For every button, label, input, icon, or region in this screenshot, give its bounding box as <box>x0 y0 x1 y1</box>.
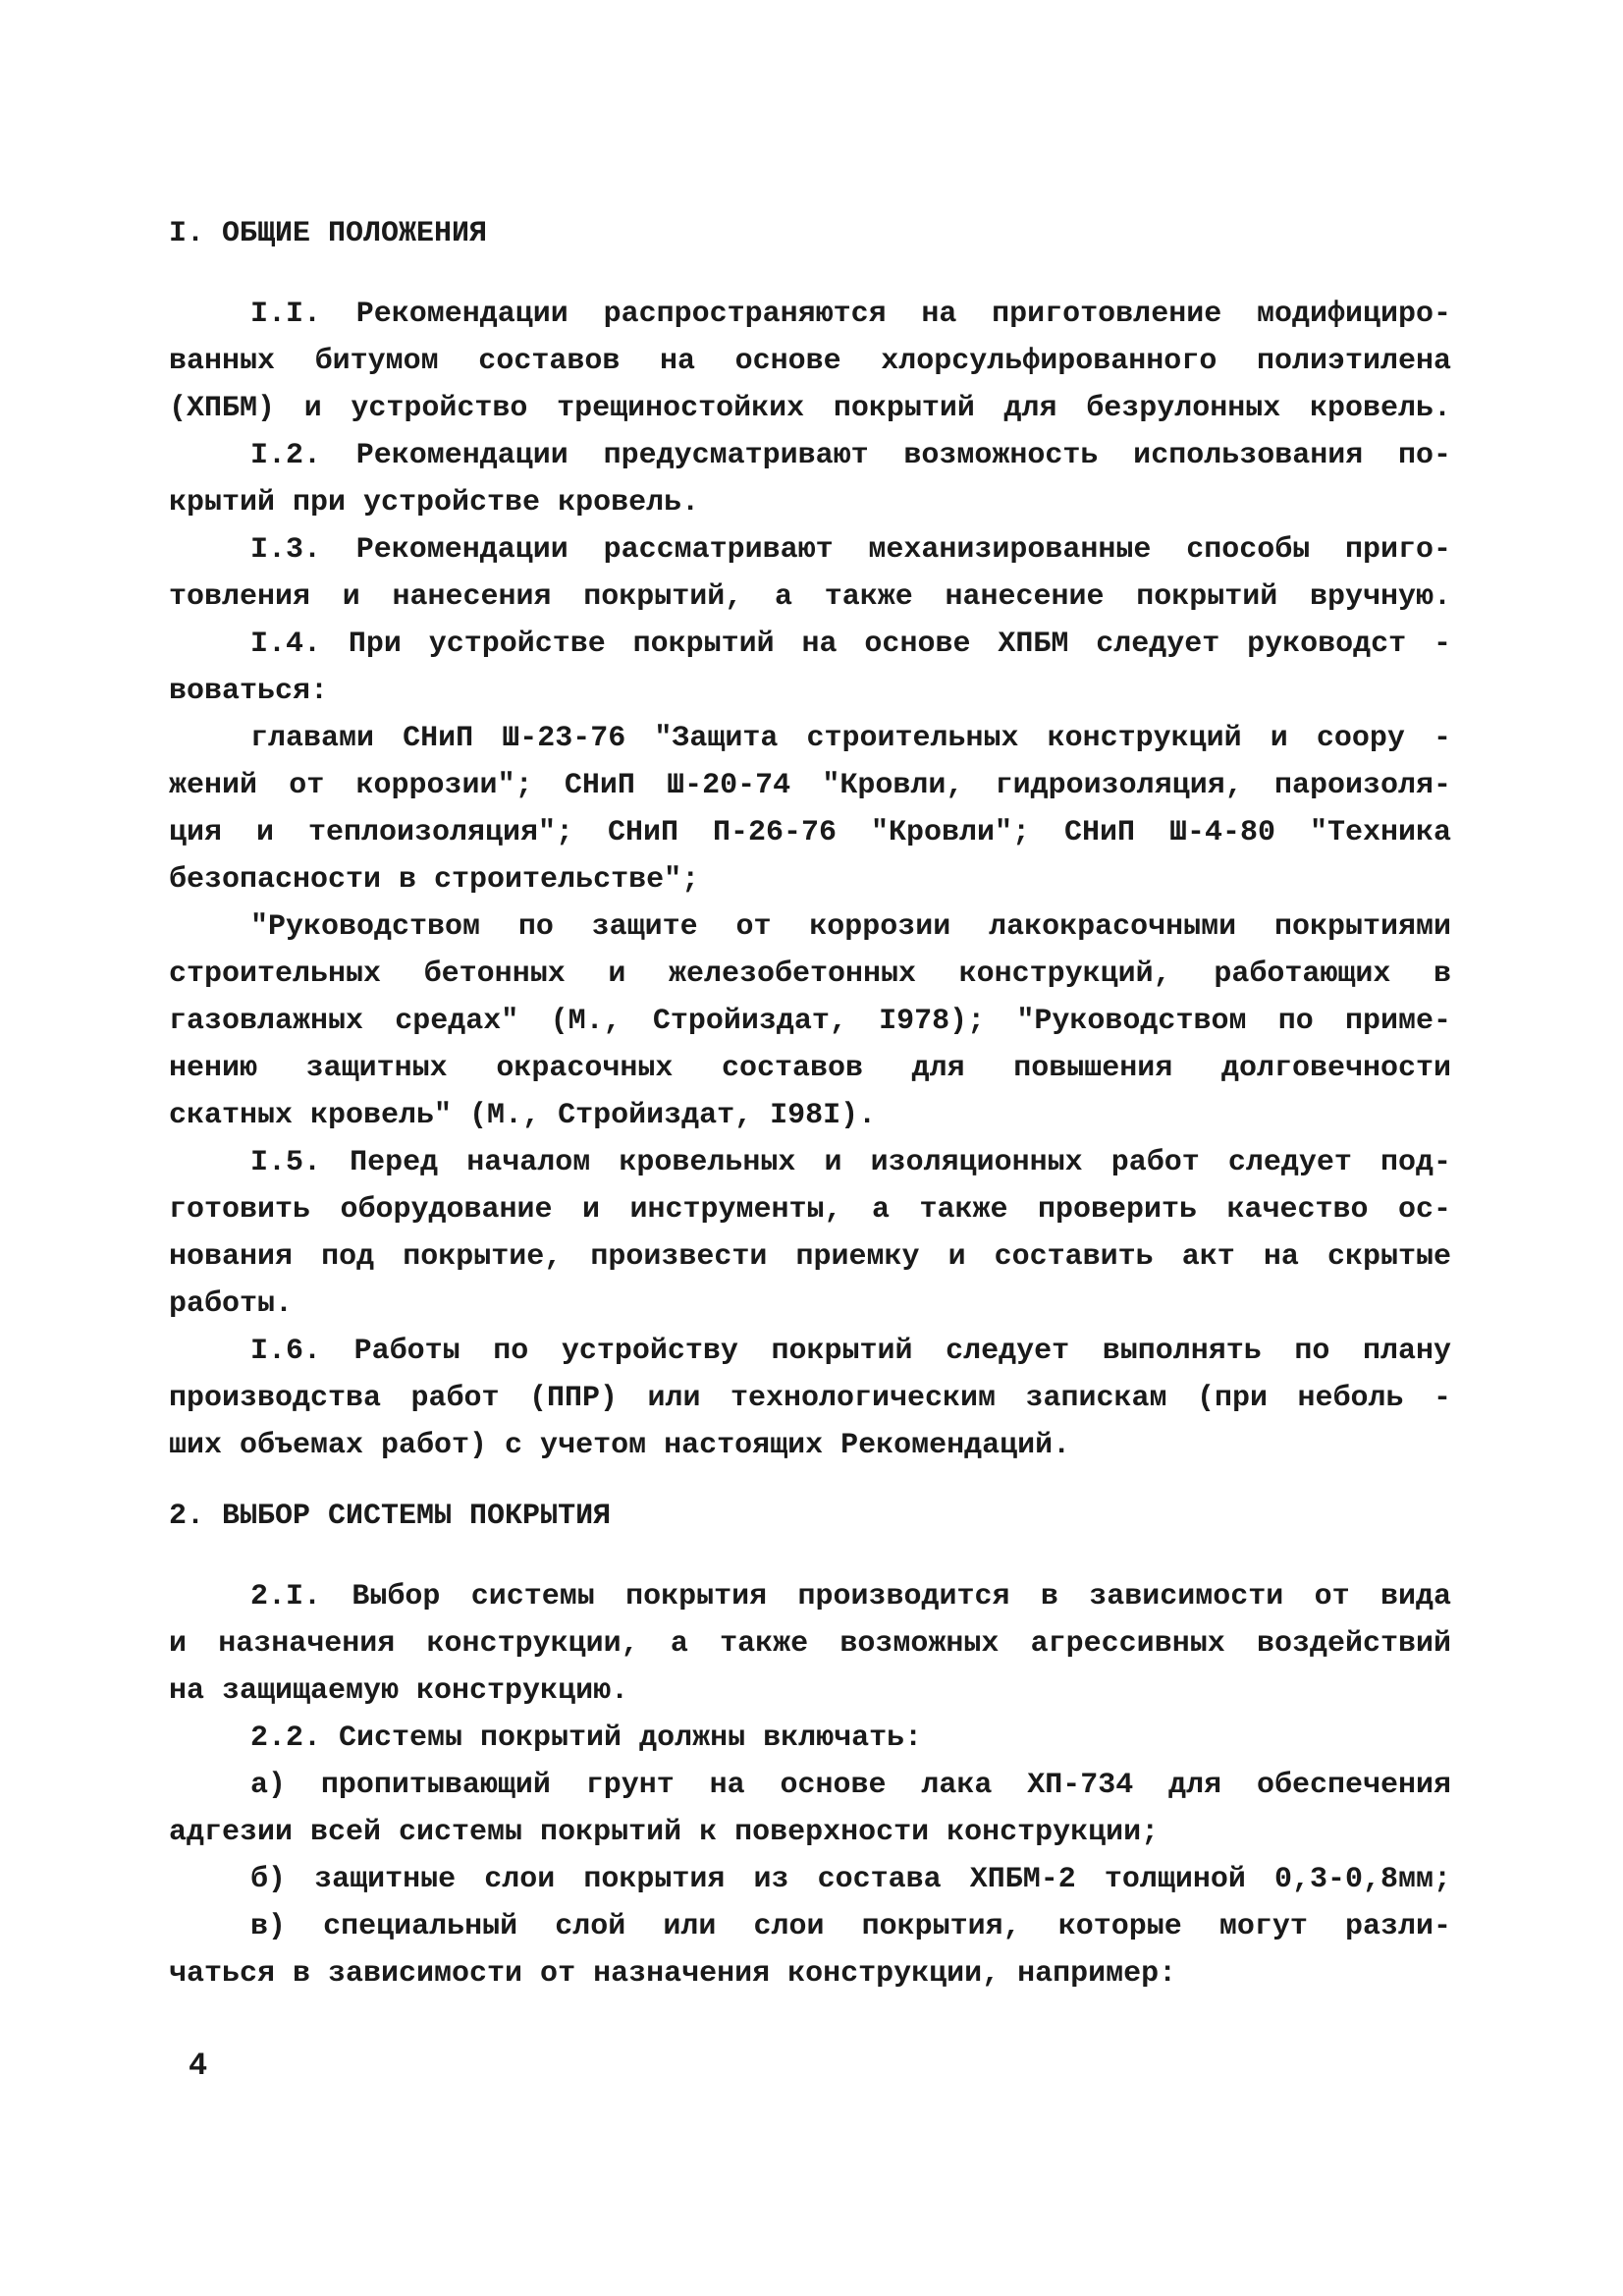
text-line: I.2. Рекомендации предусматривают возможность использования по- <box>250 439 1451 472</box>
text-line: скатных кровель" (М., Стройиздат, I98I). <box>169 1099 877 1132</box>
text-line: работы. <box>169 1287 294 1321</box>
page-number: 4 <box>189 2048 208 2084</box>
text-line: безопасности в строительстве"; <box>169 863 700 897</box>
text-line: главами СНиП Ш-23-76 "Защита строительных конструкций и соору - <box>250 722 1451 755</box>
text-line: на защищаемую конструкцию. <box>169 1674 629 1708</box>
text-line: ших объемах работ) с учетом настоящих Рекомендаций. <box>169 1429 1071 1462</box>
text-line: б) защитные слои покрытия из состава ХПБМ-2 толщиной 0,3-0,8мм; <box>250 1863 1451 1896</box>
text-line: нению защитных окрасочных составов для повышения долговечности <box>169 1052 1451 1085</box>
text-line: 2.2. Системы покрытий должны включать: <box>250 1722 923 1755</box>
text-line: а) пропитывающий грунт на основе лака ХП-734 для обеспечения <box>250 1769 1451 1802</box>
text-line: (ХПБМ) и устройство трещиностойких покрытий для безрулонных кровель. <box>169 392 1451 425</box>
text-line: I.4. При устройстве покрытий на основе ХПБМ следует руководст - <box>250 628 1451 661</box>
section-1-body <box>169 291 1451 1469</box>
text-line: "Руководством по защите от коррозии лакокрасочными покрытиями <box>250 910 1451 944</box>
text-line: в) специальный слой или слои покрытия, которые могут разли- <box>250 1910 1451 1943</box>
text-line: 2.I. Выбор системы покрытия производится в зависимости от вида <box>250 1580 1451 1613</box>
text-line: готовить оборудование и инструменты, а также проверить качество ос- <box>169 1193 1451 1227</box>
text-line: товления и нанесения покрытий, а также нанесение покрытий вручную. <box>169 580 1451 614</box>
section-2-heading: 2. ВЫБОР СИСТЕМЫ ПОКРЫТИЯ <box>169 1500 612 1533</box>
text-line: жений от коррозии"; СНиП Ш-20-74 "Кровли, гидроизоляция, пароизоля- <box>169 769 1451 802</box>
text-line: I.3. Рекомендации рассматривают механизированные способы приго- <box>250 533 1451 567</box>
text-line: газовлажных средах" (М., Стройиздат, I978); "Руководством по приме- <box>169 1005 1451 1038</box>
text-line: строительных бетонных и железобетонных конструкций, работающих в <box>169 957 1451 991</box>
text-line: ция и теплоизоляция"; СНиП П-26-76 "Кровли"; СНиП Ш-4-80 "Техника <box>169 816 1451 849</box>
text-line: производства работ (ППР) или технологическим запискам (при неболь - <box>169 1382 1451 1415</box>
section-1-heading: I. ОБЩИЕ ПОЛОЖЕНИЯ <box>169 217 488 250</box>
section-2-body <box>169 1573 1451 1997</box>
text-line: ванных битумом составов на основе хлорсульфированного полиэтилена <box>169 345 1451 378</box>
text-line: воваться: <box>169 675 329 708</box>
text-line: I.5. Перед началом кровельных и изоляционных работ следует под- <box>250 1146 1451 1179</box>
text-line: нования под покрытие, произвести приемку и составить акт на скрытые <box>169 1240 1451 1274</box>
text-line: I.6. Работы по устройству покрытий следует выполнять по плану <box>250 1335 1451 1368</box>
text-line: адгезии всей системы покрытий к поверхности конструкции; <box>169 1816 1160 1849</box>
text-line: и назначения конструкции, а также возможных агрессивных воздействий <box>169 1627 1451 1661</box>
text-line: I.I. Рекомендации распространяются на приготовление модифициро- <box>250 298 1451 331</box>
text-line: крытий при устройстве кровель. <box>169 486 700 519</box>
text-line: чаться в зависимости от назначения конструкции, например: <box>169 1957 1177 1991</box>
document-page <box>169 210 1451 1997</box>
